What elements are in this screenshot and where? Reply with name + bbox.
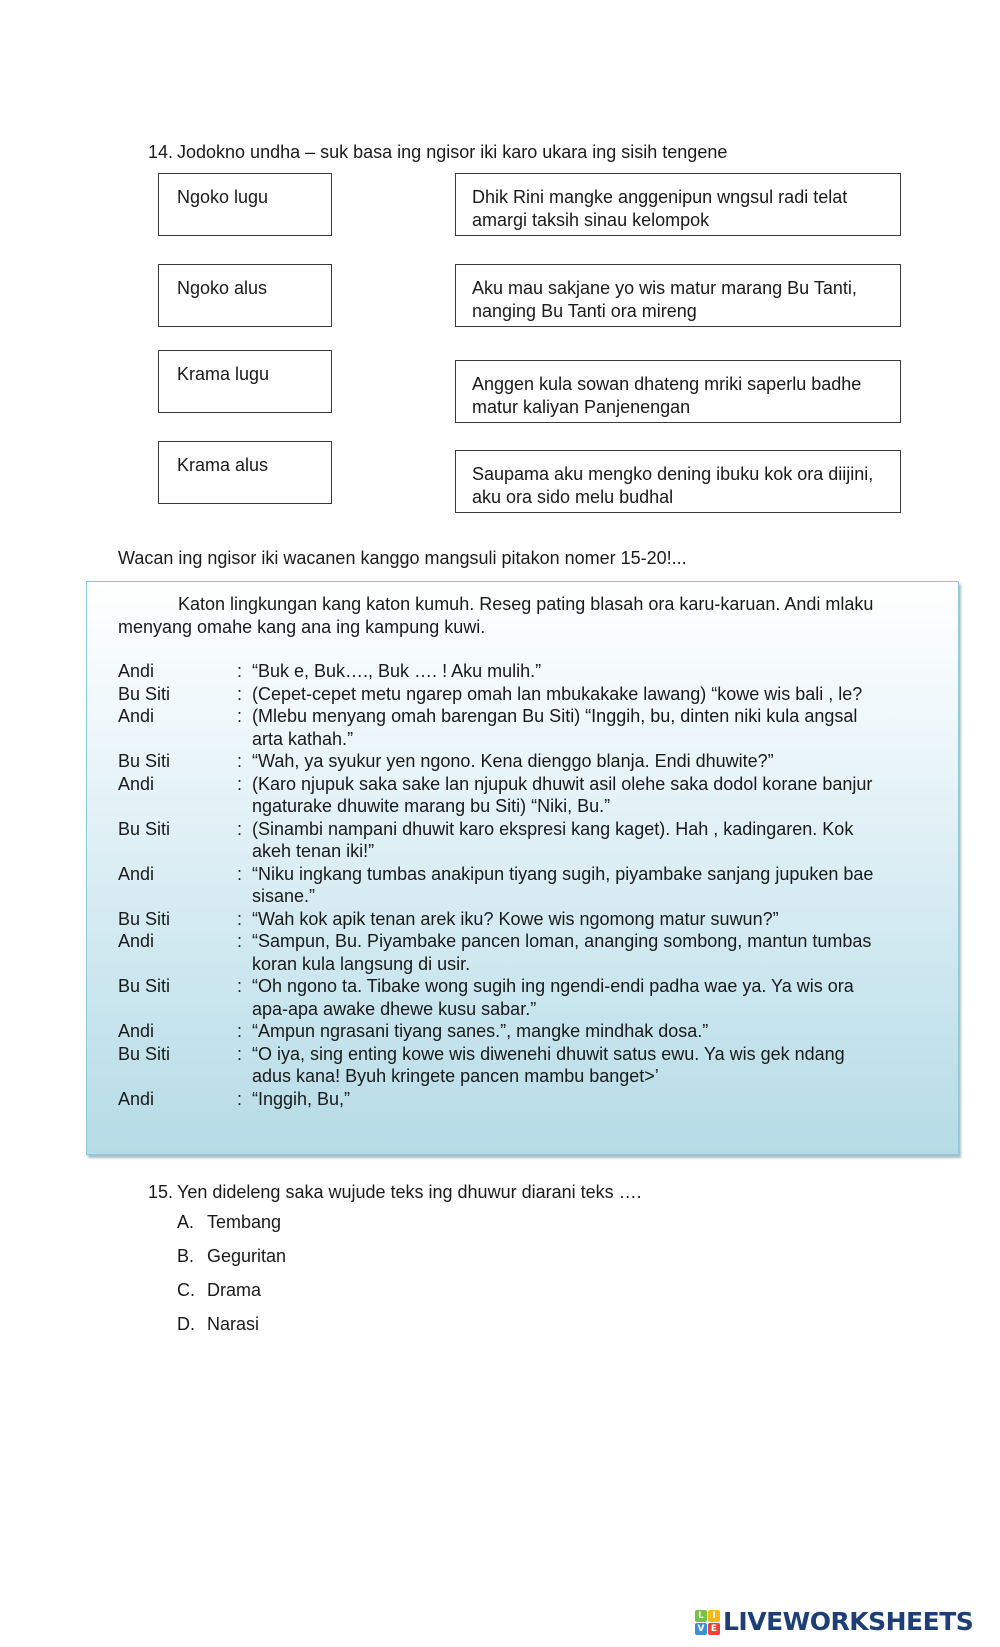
question-number: 15.: [148, 1182, 174, 1202]
question-prompt: Yen dideleng saka wujude teks ing dhuwur diarani teks ….: [177, 1182, 642, 1202]
dialog-line: [118, 660, 948, 683]
dialog-colon: :: [237, 683, 243, 704]
match-right-text: Dhik Rini mangke anggenipun wngsul radi telat amargi taksih sinau kelompok: [472, 187, 848, 230]
logo-letter-e: E: [708, 1623, 720, 1635]
dialog-colon: :: [237, 773, 243, 794]
dialog-text: “Niku ingkang tumbas anakipun tiyang sugih, piyambake sanjang jupuken bae sisane.”: [252, 863, 874, 906]
question-number: 14.: [148, 142, 174, 162]
reading-instruction: Wacan ing ngisor iki wacanen kanggo mangsuli pitakon nomer 15-20!...: [118, 548, 687, 568]
logo-letter-i: I: [708, 1610, 720, 1622]
dialog-line: [118, 1020, 948, 1043]
dialog-text: “Oh ngono ta. Tibake wong sugih ing ngendi-endi padha wae ya. Ya wis ora apa-apa awake dhewe kusu sabar.”: [252, 976, 854, 1019]
question-prompt: Jodokno undha – suk basa ing ngisor iki karo ukara ing sisih tengene: [177, 142, 728, 162]
dialog-line: [118, 1043, 948, 1088]
option-letter: D.: [177, 1314, 195, 1334]
dialog-speaker: Bu Siti: [118, 908, 171, 929]
dialog-speaker: Andi: [118, 661, 155, 681]
dialog-text: (Cepet-cepet metu ngarep omah lan mbukakake lawang) “kowe wis bali , le?: [252, 683, 863, 704]
dialog-colon: :: [237, 706, 243, 726]
match-left-box-4[interactable]: [158, 441, 332, 504]
reading-narration: Katon lingkungan kang katon kumuh. Reseg pating blasah ora karu-karuan. Andi mlaku menyang omahe kang ana ing kampung kuwi.: [118, 594, 874, 637]
option-a[interactable]: [177, 1211, 286, 1245]
dialog-colon: :: [237, 1043, 243, 1064]
dialog-colon: :: [237, 863, 243, 884]
dialog-speaker: Bu Siti: [118, 1043, 171, 1064]
match-right-text: Saupama aku mengko dening ibuku kok ora diijini, aku ora sido melu budhal: [472, 464, 874, 507]
match-right-box-3[interactable]: [455, 360, 901, 423]
dialog-text: “Sampun, Bu. Piyambake pancen loman, ananging sombong, mantun tumbas koran kula langsung di usir.: [252, 931, 872, 974]
dialog-line: [118, 773, 948, 818]
option-d[interactable]: [177, 1313, 286, 1347]
dialog-speaker: Andi: [118, 706, 155, 726]
dialog-speaker: Andi: [118, 931, 155, 951]
dialog-colon: :: [237, 1088, 243, 1109]
answer-options: [177, 1211, 286, 1347]
brand-text: LIVEWORKSHEETS: [723, 1607, 974, 1636]
option-text: Narasi: [207, 1314, 260, 1334]
dialog-line: [118, 863, 948, 908]
match-right-text: Aku mau sakjane yo wis matur marang Bu Tanti, nanging Bu Tanti ora mireng: [472, 278, 857, 321]
dialog-colon: :: [237, 931, 243, 951]
option-c[interactable]: [177, 1279, 286, 1313]
dialog-line: [118, 908, 948, 931]
dialog-colon: :: [237, 976, 243, 996]
dialog-colon: :: [237, 661, 243, 681]
logo-letter-l: L: [695, 1610, 707, 1622]
dialog-speaker: Bu Siti: [118, 976, 171, 996]
match-right-text: Anggen kula sowan dhateng mriki saperlu badhe matur kaliyan Panjenengan: [472, 374, 862, 417]
dialog-text: (Karo njupuk saka sake lan njupuk dhuwit asil olehe saka dodol korane banjur ngaturake dhuwite marang bu Siti) “Niki, Bu.”: [252, 773, 873, 816]
dialog-colon: :: [237, 1021, 243, 1041]
dialog-speaker: Andi: [118, 773, 155, 794]
option-text: Geguritan: [207, 1246, 287, 1266]
match-left-label: Krama lugu: [177, 364, 270, 384]
dialog-line: [118, 930, 948, 975]
dialog-list: [118, 660, 948, 1110]
match-left-box-3[interactable]: [158, 350, 332, 413]
dialog-text: (Mlebu menyang omah barengan Bu Siti) “Inggih, bu, dinten niki kula angsal arta kathah.”: [252, 706, 858, 749]
dialog-speaker: Bu Siti: [118, 751, 171, 771]
dialog-speaker: Andi: [118, 1088, 155, 1109]
dialog-text: “Buk e, Buk…., Buk …. ! Aku mulih.”: [252, 661, 542, 681]
dialog-text: (Sinambi nampani dhuwit karo ekspresi kang kaget). Hah , kadingaren. Kok akeh tenan iki!”: [252, 818, 854, 861]
option-letter: A.: [177, 1212, 195, 1232]
liveworksheets-logo: [695, 1609, 973, 1635]
dialog-text: “Wah kok apik tenan arek iku? Kowe wis ngomong matur suwun?”: [252, 908, 779, 929]
logo-letter-v: V: [695, 1623, 707, 1635]
reading-passage-box: [86, 581, 959, 1155]
option-text: Tembang: [207, 1212, 282, 1232]
dialog-speaker: Andi: [118, 1021, 155, 1041]
dialog-speaker: Bu Siti: [118, 683, 171, 704]
dialog-text: “O iya, sing enting kowe wis diwenehi dhuwit satus ewu. Ya wis gek ndang adus kana! Byuh kringete pancen mambu banget>’: [252, 1043, 845, 1086]
question-15: [148, 1181, 642, 1203]
dialog-line: [118, 750, 948, 773]
dialog-text: “Ampun ngrasani tiyang sanes.”, mangke mindhak dosa.”: [252, 1021, 709, 1041]
option-letter: C.: [177, 1280, 195, 1300]
dialog-text: “Inggih, Bu,”: [252, 1088, 351, 1109]
dialog-line: [118, 818, 948, 863]
match-left-box-2[interactable]: [158, 264, 332, 327]
dialog-speaker: Bu Siti: [118, 818, 171, 839]
match-right-box-2[interactable]: [455, 264, 901, 327]
dialog-text: “Wah, ya syukur yen ngono. Kena dienggo blanja. Endi dhuwite?”: [252, 751, 774, 771]
dialog-speaker: Andi: [118, 863, 155, 884]
match-left-label: Ngoko alus: [177, 278, 268, 298]
match-left-box-1[interactable]: [158, 173, 332, 236]
dialog-colon: :: [237, 908, 243, 929]
match-right-box-4[interactable]: [455, 450, 901, 513]
dialog-colon: :: [237, 751, 243, 771]
option-text: Drama: [207, 1280, 262, 1300]
dialog-line: [118, 705, 948, 750]
live-grid-icon: [695, 1610, 720, 1635]
question-14: [148, 141, 727, 163]
dialog-line: [118, 975, 948, 1020]
match-left-label: Ngoko lugu: [177, 187, 269, 207]
option-letter: B.: [177, 1246, 195, 1266]
dialog-colon: :: [237, 818, 243, 839]
match-left-label: Krama alus: [177, 455, 269, 475]
match-right-box-1[interactable]: [455, 173, 901, 236]
option-b[interactable]: [177, 1245, 286, 1279]
dialog-line: [118, 1088, 948, 1111]
dialog-line: [118, 683, 948, 706]
